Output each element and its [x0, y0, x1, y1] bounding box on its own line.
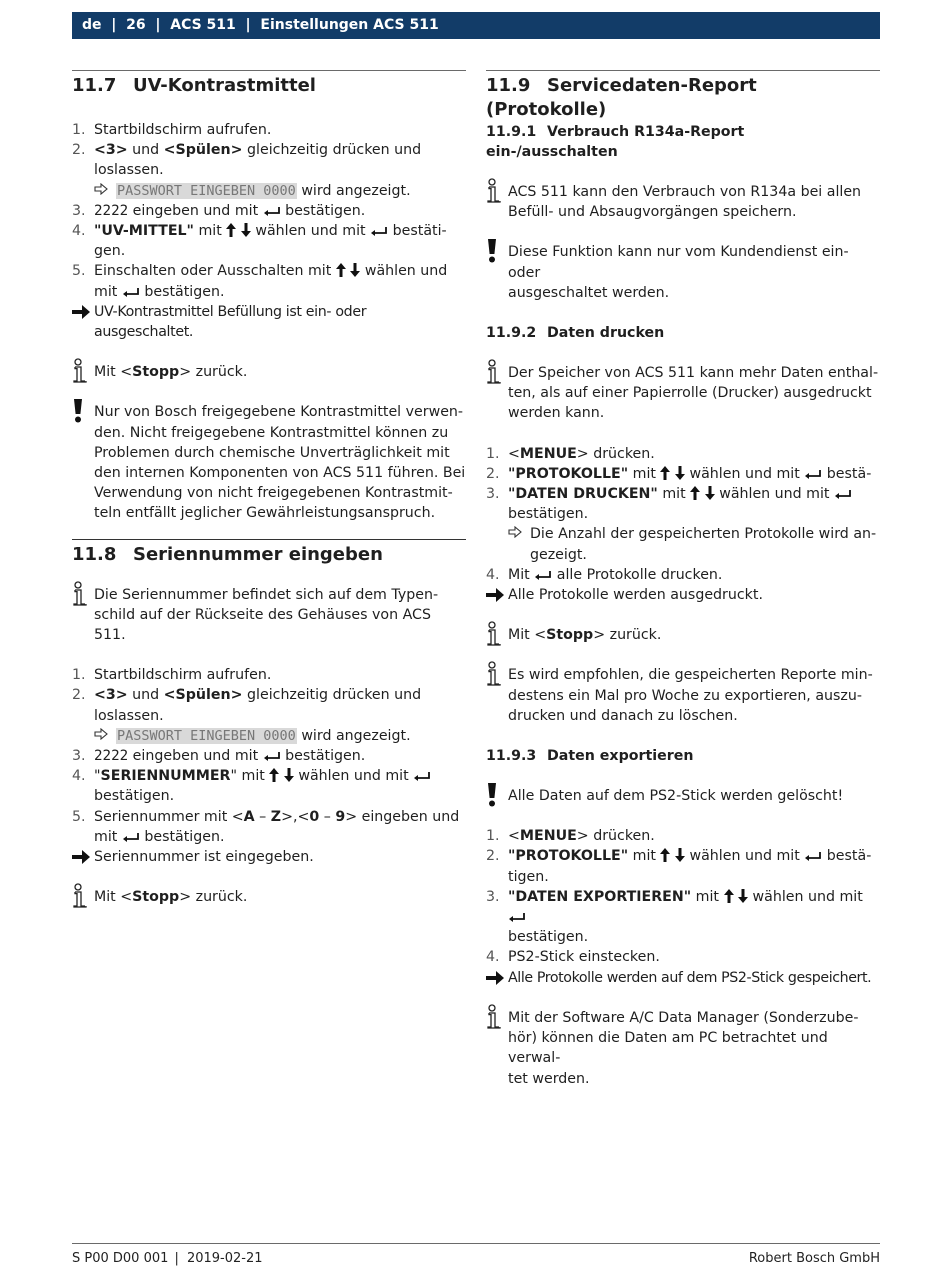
list-marker: 4.	[72, 768, 86, 785]
intermediate-result: PASSWORT EINGEBEN 0000 wird angezeigt.	[72, 181, 466, 201]
enter-icon	[263, 206, 281, 216]
list-marker: 3.	[72, 748, 86, 765]
list-marker: 5.	[72, 263, 86, 280]
info-icon	[72, 581, 88, 607]
arrow-up-icon	[269, 768, 279, 782]
info-icon	[486, 178, 502, 204]
warning-icon	[486, 782, 498, 808]
list-marker: 3.	[486, 486, 500, 503]
footer-company: Robert Bosch GmbH	[748, 1251, 880, 1266]
enter-icon	[804, 851, 822, 861]
arrow-down-icon	[241, 223, 251, 237]
list-marker: 3.	[486, 888, 500, 905]
list-marker: 1.	[72, 122, 86, 138]
info-icon	[486, 1004, 502, 1030]
list-marker: 5.	[72, 808, 86, 825]
enter-icon	[804, 469, 822, 479]
list-marker	[486, 968, 504, 991]
list-marker	[94, 181, 108, 201]
section-rule	[72, 70, 466, 71]
arrow-up-icon	[660, 466, 670, 480]
sub-arrow-icon	[94, 183, 108, 195]
list-marker	[72, 302, 90, 325]
step-1: 1. <MENUE> drücken.	[486, 826, 880, 846]
result: Alle Protokolle werden ausgedruckt.	[486, 585, 880, 605]
list-marker	[94, 726, 108, 746]
sub-arrow-icon	[94, 728, 108, 740]
result-arrow-icon	[486, 588, 504, 602]
section-rule	[72, 539, 466, 540]
step-4: 4. Mit alle Protokolle drucken.	[486, 565, 880, 585]
footer-doc-number: S P00 D00 001	[72, 1251, 169, 1266]
warning-icon	[486, 238, 498, 264]
step-5: 5. Einschalten oder Ausschalten mit wählen und mit bestätigen.	[72, 263, 448, 300]
arrow-up-icon	[336, 263, 346, 277]
list-marker: 4.	[72, 223, 86, 240]
info-note: Es wird empfohlen, die gespeicherten Reporte min- destens ein Mal pro Woche zu exportieren, auszu- drucken und danach zu löschen.	[486, 665, 880, 726]
enter-icon	[834, 489, 852, 499]
arrow-down-icon	[705, 486, 715, 500]
result: Alle Protokolle werden auf dem PS2-Stick gespeichert.	[486, 968, 880, 988]
right-column	[486, 70, 880, 1089]
step-3: 3. 2222 eingeben und mit bestätigen.	[72, 746, 466, 766]
arrow-down-icon	[350, 263, 360, 277]
result-arrow-icon	[72, 850, 90, 864]
list-marker	[486, 585, 504, 608]
left-column	[72, 70, 466, 908]
header-lang: de	[82, 17, 102, 33]
info-icon	[486, 661, 502, 687]
step-5: 5. Seriennummer mit <A – Z>,<0 – 9> eingeben und mit bestätigen.	[72, 808, 460, 845]
list-marker: 3.	[72, 202, 86, 219]
intermediate-result: PASSWORT EINGEBEN 0000 wird angezeigt.	[72, 726, 466, 746]
warning-note: Diese Funktion kann nur vom Kundendienst ein- oder ausgeschaltet werden.	[486, 242, 880, 303]
step-2: 2. <3> und <Spülen> gleichzeitig drücken und loslassen.	[72, 687, 422, 724]
display-text: PASSWORT EINGEBEN 0000	[117, 727, 296, 744]
list-marker: 1.	[486, 828, 500, 845]
arrow-up-icon	[660, 848, 670, 862]
page-header: de | 26 | ACS 511 | Einstellungen ACS 511	[72, 12, 880, 39]
step-2: 2. "PROTOKOLLE" mit wählen und mit bestä- tigen.	[486, 848, 872, 885]
intermediate-result: Die Anzahl der gespeicherten Protokolle wird an- gezeigt.	[486, 524, 880, 564]
list-marker: 2.	[486, 465, 500, 482]
warning-note: Nur von Bosch freigegebene Kontrastmittel verwen- den. Nicht freigegebene Kontrastmittel können zu Problemen durch chemische Unverträglichkeit mit den internen Komponenten von ACS 511 führen. Bei Verwendung von nicht freigegebenen Kontrastmit- teln entfällt jeglicher Gewährleistungsanspruch.	[72, 402, 466, 523]
list-marker: 4.	[486, 566, 500, 583]
section-11-8-heading: 11.8 Seriennummer eingeben	[72, 543, 383, 565]
step-3: 3. 2222 eingeben und mit bestätigen.	[72, 201, 466, 221]
list-marker: 4.	[486, 949, 500, 966]
arrow-up-icon	[690, 486, 700, 500]
step-4: 4. "UV-MITTEL" mit wählen und mit bestäti- gen.	[72, 223, 447, 260]
arrow-up-icon	[724, 889, 734, 903]
info-icon	[486, 359, 502, 385]
enter-icon	[263, 751, 281, 761]
list-marker: 1.	[486, 445, 500, 462]
footer-date: 2019-02-21	[186, 1251, 263, 1266]
enter-icon	[122, 287, 140, 297]
arrow-down-icon	[675, 466, 685, 480]
subsection-11-9-1-heading: 11.9.1 Verbrauch R134a-Report ein-/ausschalten	[486, 124, 745, 160]
enter-icon	[122, 832, 140, 842]
info-icon	[72, 358, 88, 384]
list-marker: 2.	[486, 848, 500, 865]
header-product: ACS 511	[170, 17, 236, 33]
header-page: 26	[126, 17, 146, 33]
result-arrow-icon	[486, 971, 504, 985]
section-11-9-heading: 11.9 Servicedaten-Report (Protokolle)	[486, 75, 757, 120]
section-11-7-heading: 11.7 UV-Kontrastmittel	[72, 75, 316, 96]
section-rule	[486, 70, 880, 71]
info-note: Mit der Software A/C Data Manager (Sonderzube- hör) können die Daten am PC betrachtet und verwal- tet werden.	[486, 1008, 880, 1089]
list-marker: 2.	[72, 687, 86, 704]
info-icon	[72, 883, 88, 909]
warning-note: Alle Daten auf dem PS2-Stick werden gelöscht!	[486, 786, 880, 806]
step-3: 3. "DATEN EXPORTIEREN" mit wählen und mit bestätigen.	[486, 888, 863, 946]
list-marker: 2.	[72, 142, 86, 159]
info-note: Mit <Stopp> zurück.	[72, 362, 466, 382]
step-2: 2. "PROTOKOLLE" mit wählen und mit bestä-	[486, 464, 880, 484]
subsection-11-9-2-heading: 11.9.2 Daten drucken	[486, 325, 665, 342]
step-4: 4. PS2-Stick einstecken.	[486, 947, 880, 967]
enter-icon	[413, 771, 431, 781]
footer-rule	[72, 1243, 880, 1244]
info-icon	[486, 621, 502, 647]
arrow-down-icon	[284, 768, 294, 782]
step-1: 1. Startbildschirm aufrufen.	[72, 665, 466, 685]
enter-icon	[534, 570, 552, 580]
step-4: 4. "SERIENNUMMER" mit wählen und mit bestätigen.	[72, 766, 466, 806]
info-note: ACS 511 kann den Verbrauch von R134a bei allen Befüll- und Absaugvorgängen speichern.	[486, 182, 880, 222]
result: Seriennummer ist eingegeben.	[72, 847, 466, 867]
enter-icon	[370, 226, 388, 236]
display-text: PASSWORT EINGEBEN 0000	[117, 182, 296, 199]
enter-icon	[508, 912, 526, 922]
step-1: 1. Startbildschirm aufrufen.	[72, 120, 466, 140]
info-note: Der Speicher von ACS 511 kann mehr Daten enthal- ten, als auf einer Papierrolle (Drucker) ausgedruckt werden kann.	[486, 363, 880, 424]
arrow-down-icon	[738, 889, 748, 903]
info-note: Mit <Stopp> zurück.	[72, 887, 466, 907]
sub-arrow-icon	[508, 526, 522, 538]
subsection-11-9-3-heading: 11.9.3 Daten exportieren	[486, 748, 694, 765]
info-note: Die Seriennummer befindet sich auf dem Typen- schild auf der Rückseite des Gehäuses von ACS 511.	[72, 585, 466, 646]
list-marker: 1.	[72, 667, 86, 684]
result: UV-Kontrastmittel Befüllung ist ein- oder ausgeschaltet.	[72, 302, 466, 342]
header-section: Einstellungen ACS 511	[260, 17, 439, 33]
step-1: 1. <MENUE> drücken.	[486, 444, 880, 464]
arrow-down-icon	[675, 848, 685, 862]
result-arrow-icon	[72, 305, 90, 319]
step-3: 3. "DATEN DRUCKEN" mit wählen und mit bestätigen.	[486, 484, 880, 524]
footer-left: S P00 D00 001 | 2019-02-21	[72, 1251, 263, 1266]
step-2: 2. <3> und <Spülen> gleichzeitig drücken und loslassen.	[72, 142, 422, 179]
list-marker	[72, 847, 90, 870]
arrow-up-icon	[226, 223, 236, 237]
list-marker	[508, 524, 522, 544]
info-note: Mit <Stopp> zurück.	[486, 625, 880, 645]
warning-icon	[72, 398, 84, 424]
